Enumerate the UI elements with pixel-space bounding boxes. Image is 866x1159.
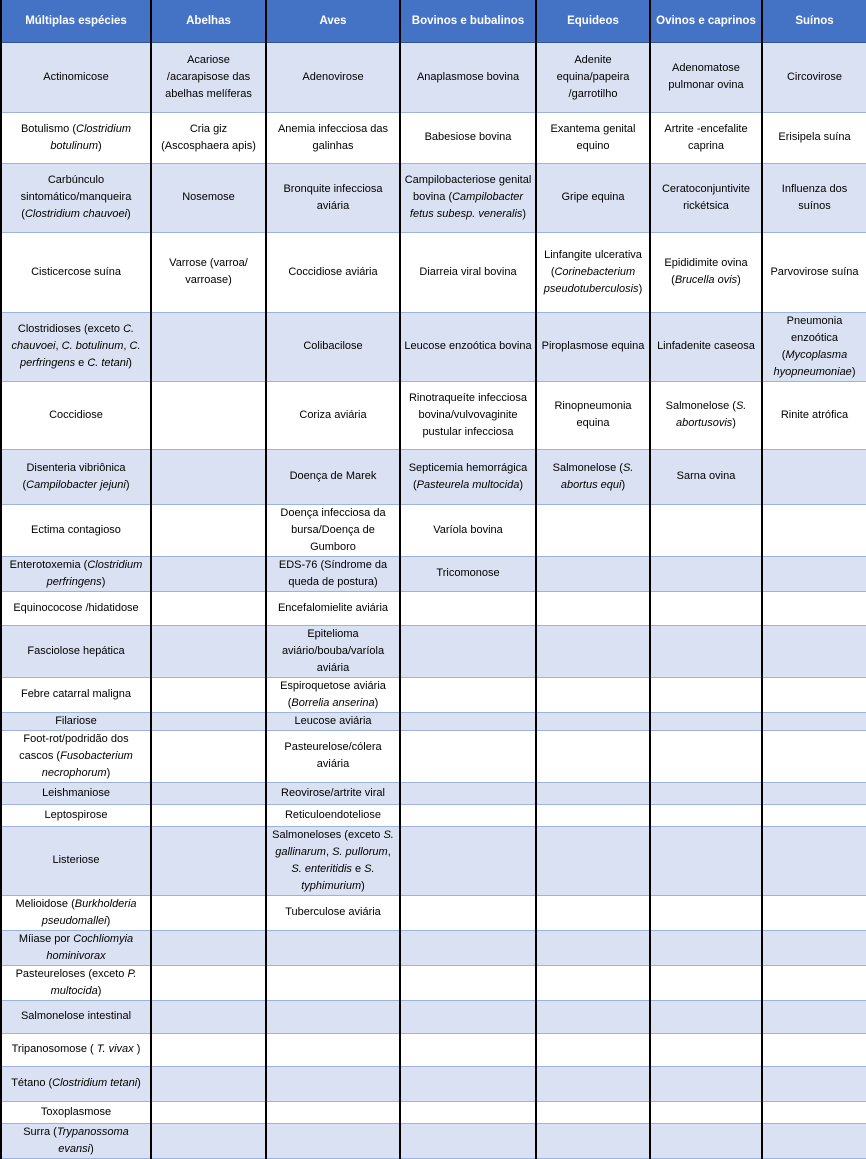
cell-swine: Erisipela suína	[762, 112, 866, 163]
table-row	[1, 1123, 866, 1158]
cell-bees	[151, 1000, 266, 1033]
cell-cattle-buffalo	[400, 730, 536, 782]
table-row	[1, 895, 866, 930]
cell-swine	[762, 677, 866, 712]
table-row	[1, 1066, 866, 1101]
cell-equids	[536, 1123, 650, 1158]
header-birds: Aves	[266, 0, 400, 42]
table-row	[1, 1101, 866, 1123]
cell-cattle-buffalo	[400, 677, 536, 712]
cell-equids	[536, 1000, 650, 1033]
cell-cattle-buffalo: Tricomonose	[400, 556, 536, 591]
cell-cattle-buffalo	[400, 1033, 536, 1066]
cell-swine	[762, 930, 866, 965]
cell-equids	[536, 1033, 650, 1066]
cell-swine	[762, 804, 866, 826]
cell-bees: Cria giz (Ascosphaera apis)	[151, 112, 266, 163]
cell-sheep-goats: Artrite -encefalite caprina	[650, 112, 762, 163]
cell-birds: Tuberculose aviária	[266, 895, 400, 930]
cell-swine	[762, 730, 866, 782]
cell-swine	[762, 826, 866, 895]
cell-cattle-buffalo	[400, 965, 536, 1000]
cell-swine	[762, 782, 866, 804]
cell-cattle-buffalo	[400, 1000, 536, 1033]
cell-bees	[151, 730, 266, 782]
table-row	[1, 826, 866, 895]
cell-equids: Piroplasmose equina	[536, 312, 650, 381]
cell-sheep-goats	[650, 730, 762, 782]
cell-bees	[151, 677, 266, 712]
cell-cattle-buffalo	[400, 930, 536, 965]
cell-equids: Adenite equina/papeira /garrotilho	[536, 42, 650, 112]
cell-sheep-goats	[650, 504, 762, 556]
cell-multiple-species: Melioidose (Burkholderia pseudomallei)	[1, 895, 151, 930]
cell-sheep-goats: Adenomatose pulmonar ovina	[650, 42, 762, 112]
cell-birds: Adenovirose	[266, 42, 400, 112]
cell-bees	[151, 930, 266, 965]
cell-multiple-species: Míiase por Cochliomyia hominivorax	[1, 930, 151, 965]
header-bees: Abelhas	[151, 0, 266, 42]
cell-equids	[536, 1101, 650, 1123]
cell-multiple-species: Listeriose	[1, 826, 151, 895]
cell-equids	[536, 895, 650, 930]
cell-bees	[151, 826, 266, 895]
cell-swine	[762, 965, 866, 1000]
cell-equids	[536, 930, 650, 965]
cell-bees	[151, 312, 266, 381]
cell-cattle-buffalo	[400, 1123, 536, 1158]
cell-bees	[151, 712, 266, 730]
cell-swine	[762, 1066, 866, 1101]
cell-cattle-buffalo	[400, 712, 536, 730]
cell-bees: Varrose (varroa/ varroase)	[151, 232, 266, 312]
cell-equids	[536, 965, 650, 1000]
cell-equids: Gripe equina	[536, 163, 650, 232]
table-row	[1, 381, 866, 449]
cell-birds	[266, 965, 400, 1000]
cell-swine	[762, 1101, 866, 1123]
cell-multiple-species: Surra (Trypanossoma evansi)	[1, 1123, 151, 1158]
cell-birds: Anemia infecciosa das galinhas	[266, 112, 400, 163]
cell-bees	[151, 1066, 266, 1101]
cell-cattle-buffalo	[400, 1066, 536, 1101]
cell-cattle-buffalo: Anaplasmose bovina	[400, 42, 536, 112]
cell-cattle-buffalo	[400, 625, 536, 677]
cell-cattle-buffalo: Diarreia viral bovina	[400, 232, 536, 312]
cell-sheep-goats	[650, 677, 762, 712]
cell-birds: Leucose aviária	[266, 712, 400, 730]
cell-equids	[536, 782, 650, 804]
cell-multiple-species: Pasteureloses (exceto P. multocida)	[1, 965, 151, 1000]
cell-swine: Rinite atrófica	[762, 381, 866, 449]
cell-bees	[151, 804, 266, 826]
cell-sheep-goats	[650, 712, 762, 730]
cell-bees	[151, 1123, 266, 1158]
cell-sheep-goats: Linfadenite caseosa	[650, 312, 762, 381]
cell-equids	[536, 712, 650, 730]
table-row	[1, 504, 866, 556]
cell-bees	[151, 504, 266, 556]
cell-sheep-goats: Epididimite ovina (Brucella ovis)	[650, 232, 762, 312]
table-row	[1, 591, 866, 625]
cell-sheep-goats: Sarna ovina	[650, 449, 762, 504]
cell-equids: Exantema genital equino	[536, 112, 650, 163]
table-row	[1, 930, 866, 965]
cell-multiple-species: Toxoplasmose	[1, 1101, 151, 1123]
cell-multiple-species: Equinococose /hidatidose	[1, 591, 151, 625]
cell-birds: EDS-76 (Síndrome da queda de postura)	[266, 556, 400, 591]
table-row	[1, 1033, 866, 1066]
cell-multiple-species: Tétano (Clostridium tetani)	[1, 1066, 151, 1101]
cell-sheep-goats	[650, 895, 762, 930]
cell-sheep-goats	[650, 1101, 762, 1123]
cell-equids: Linfangite ulcerativa (Corinebacterium pseudotuberculosis)	[536, 232, 650, 312]
cell-multiple-species: Enterotoxemia (Clostridium perfringens)	[1, 556, 151, 591]
cell-sheep-goats	[650, 1000, 762, 1033]
cell-multiple-species: Filariose	[1, 712, 151, 730]
cell-bees	[151, 625, 266, 677]
cell-bees	[151, 449, 266, 504]
cell-multiple-species: Fasciolose hepática	[1, 625, 151, 677]
cell-birds	[266, 930, 400, 965]
cell-cattle-buffalo: Babesiose bovina	[400, 112, 536, 163]
cell-cattle-buffalo	[400, 1101, 536, 1123]
cell-swine: Influenza dos suínos	[762, 163, 866, 232]
cell-birds	[266, 1033, 400, 1066]
header-sheep-goats: Ovinos e caprinos	[650, 0, 762, 42]
cell-cattle-buffalo: Varíola bovina	[400, 504, 536, 556]
table-row	[1, 782, 866, 804]
cell-birds: Colibacilose	[266, 312, 400, 381]
cell-bees	[151, 1101, 266, 1123]
cell-equids	[536, 1066, 650, 1101]
cell-multiple-species: Carbúnculo sintomático/manqueira (Clostridium chauvoei)	[1, 163, 151, 232]
cell-multiple-species: Leptospirose	[1, 804, 151, 826]
cell-multiple-species: Salmonelose intestinal	[1, 1000, 151, 1033]
table-row	[1, 712, 866, 730]
cell-multiple-species: Febre catarral maligna	[1, 677, 151, 712]
cell-swine	[762, 712, 866, 730]
cell-sheep-goats	[650, 625, 762, 677]
cell-swine: Parvovirose suína	[762, 232, 866, 312]
table-row	[1, 232, 866, 312]
cell-sheep-goats	[650, 965, 762, 1000]
cell-sheep-goats	[650, 1123, 762, 1158]
cell-birds: Salmoneloses (exceto S. gallinarum, S. pullorum, S. enteritidis e S. typhimurium)	[266, 826, 400, 895]
cell-multiple-species: Tripanosomose ( T. vivax )	[1, 1033, 151, 1066]
cell-sheep-goats	[650, 804, 762, 826]
header-equids: Equideos	[536, 0, 650, 42]
cell-birds	[266, 1123, 400, 1158]
cell-swine	[762, 625, 866, 677]
cell-birds: Espiroquetose aviária (Borrelia anserina)	[266, 677, 400, 712]
cell-equids: Rinopneumonia equina	[536, 381, 650, 449]
cell-birds: Epitelioma aviário/bouba/varíola aviária	[266, 625, 400, 677]
cell-multiple-species: Actinomicose	[1, 42, 151, 112]
cell-equids	[536, 504, 650, 556]
cell-birds: Doença de Marek	[266, 449, 400, 504]
cell-multiple-species: Foot-rot/podridão dos cascos (Fusobacterium necrophorum)	[1, 730, 151, 782]
cell-equids: Salmonelose (S. abortus equi)	[536, 449, 650, 504]
cell-birds: Doença infecciosa da bursa/Doença de Gumboro	[266, 504, 400, 556]
table-row	[1, 449, 866, 504]
table-row	[1, 1000, 866, 1033]
header-multiple-species: Múltiplas espécies	[1, 0, 151, 42]
cell-multiple-species: Ectima contagioso	[1, 504, 151, 556]
cell-swine	[762, 591, 866, 625]
cell-birds: Encefalomielite aviária	[266, 591, 400, 625]
cell-equids	[536, 804, 650, 826]
table-row	[1, 312, 866, 381]
header-cattle-buffalo: Bovinos e bubalinos	[400, 0, 536, 42]
cell-bees	[151, 381, 266, 449]
table-body	[1, 42, 866, 1158]
cell-bees	[151, 782, 266, 804]
cell-multiple-species: Clostridioses (exceto C. chauvoei, C. botulinum, C. perfringens e C. tetani)	[1, 312, 151, 381]
header-swine: Suínos	[762, 0, 866, 42]
table-row	[1, 804, 866, 826]
header-row	[1, 0, 866, 42]
table-row	[1, 556, 866, 591]
cell-birds: Bronquite infecciosa aviária	[266, 163, 400, 232]
cell-equids	[536, 730, 650, 782]
cell-cattle-buffalo	[400, 895, 536, 930]
table-row	[1, 42, 866, 112]
cell-cattle-buffalo	[400, 826, 536, 895]
cell-bees: Acariose /acarapisose das abelhas melíferas	[151, 42, 266, 112]
cell-equids	[536, 677, 650, 712]
cell-bees	[151, 556, 266, 591]
table-row	[1, 112, 866, 163]
cell-cattle-buffalo: Septicemia hemorrágica (Pasteurela multocida)	[400, 449, 536, 504]
cell-birds: Coriza aviária	[266, 381, 400, 449]
cell-multiple-species: Leishmaniose	[1, 782, 151, 804]
cell-sheep-goats: Salmonelose (S. abortusovis)	[650, 381, 762, 449]
cell-birds: Pasteurelose/cólera aviária	[266, 730, 400, 782]
cell-swine	[762, 504, 866, 556]
cell-birds	[266, 1000, 400, 1033]
cell-equids	[536, 826, 650, 895]
cell-multiple-species: Botulismo (Clostridium botulinum)	[1, 112, 151, 163]
table-row	[1, 625, 866, 677]
table-row	[1, 163, 866, 232]
cell-birds	[266, 1101, 400, 1123]
cell-bees	[151, 895, 266, 930]
cell-birds: Reticuloendoteliose	[266, 804, 400, 826]
cell-sheep-goats	[650, 782, 762, 804]
cell-bees	[151, 591, 266, 625]
cell-sheep-goats	[650, 556, 762, 591]
cell-bees	[151, 965, 266, 1000]
cell-swine	[762, 895, 866, 930]
cell-swine	[762, 449, 866, 504]
cell-multiple-species: Cisticercose suína	[1, 232, 151, 312]
cell-swine: Pneumonia enzoótica (Mycoplasma hyopneumoniae)	[762, 312, 866, 381]
cell-equids	[536, 591, 650, 625]
cell-swine	[762, 1033, 866, 1066]
cell-birds	[266, 1066, 400, 1101]
cell-cattle-buffalo: Rinotraqueíte infecciosa bovina/vulvovaginite pustular infecciosa	[400, 381, 536, 449]
cell-sheep-goats	[650, 826, 762, 895]
cell-cattle-buffalo: Campilobacteriose genital bovina (Campilobacter fetus subesp. veneralis)	[400, 163, 536, 232]
cell-sheep-goats: Ceratoconjuntivite rickétsica	[650, 163, 762, 232]
cell-swine	[762, 556, 866, 591]
cell-cattle-buffalo	[400, 591, 536, 625]
cell-birds: Reovirose/artrite viral	[266, 782, 400, 804]
table-row	[1, 677, 866, 712]
cell-sheep-goats	[650, 591, 762, 625]
cell-sheep-goats	[650, 1066, 762, 1101]
table-row	[1, 730, 866, 782]
cell-cattle-buffalo	[400, 804, 536, 826]
cell-equids	[536, 556, 650, 591]
cell-sheep-goats	[650, 1033, 762, 1066]
cell-cattle-buffalo	[400, 782, 536, 804]
cell-bees	[151, 1033, 266, 1066]
cell-birds: Coccidiose aviária	[266, 232, 400, 312]
cell-sheep-goats	[650, 930, 762, 965]
cell-bees: Nosemose	[151, 163, 266, 232]
cell-swine	[762, 1000, 866, 1033]
cell-swine	[762, 1123, 866, 1158]
cell-equids	[536, 625, 650, 677]
cell-swine: Circovirose	[762, 42, 866, 112]
cell-cattle-buffalo: Leucose enzoótica bovina	[400, 312, 536, 381]
table-row	[1, 965, 866, 1000]
cell-multiple-species: Disenteria vibriônica (Campilobacter jejuni)	[1, 449, 151, 504]
cell-multiple-species: Coccidiose	[1, 381, 151, 449]
